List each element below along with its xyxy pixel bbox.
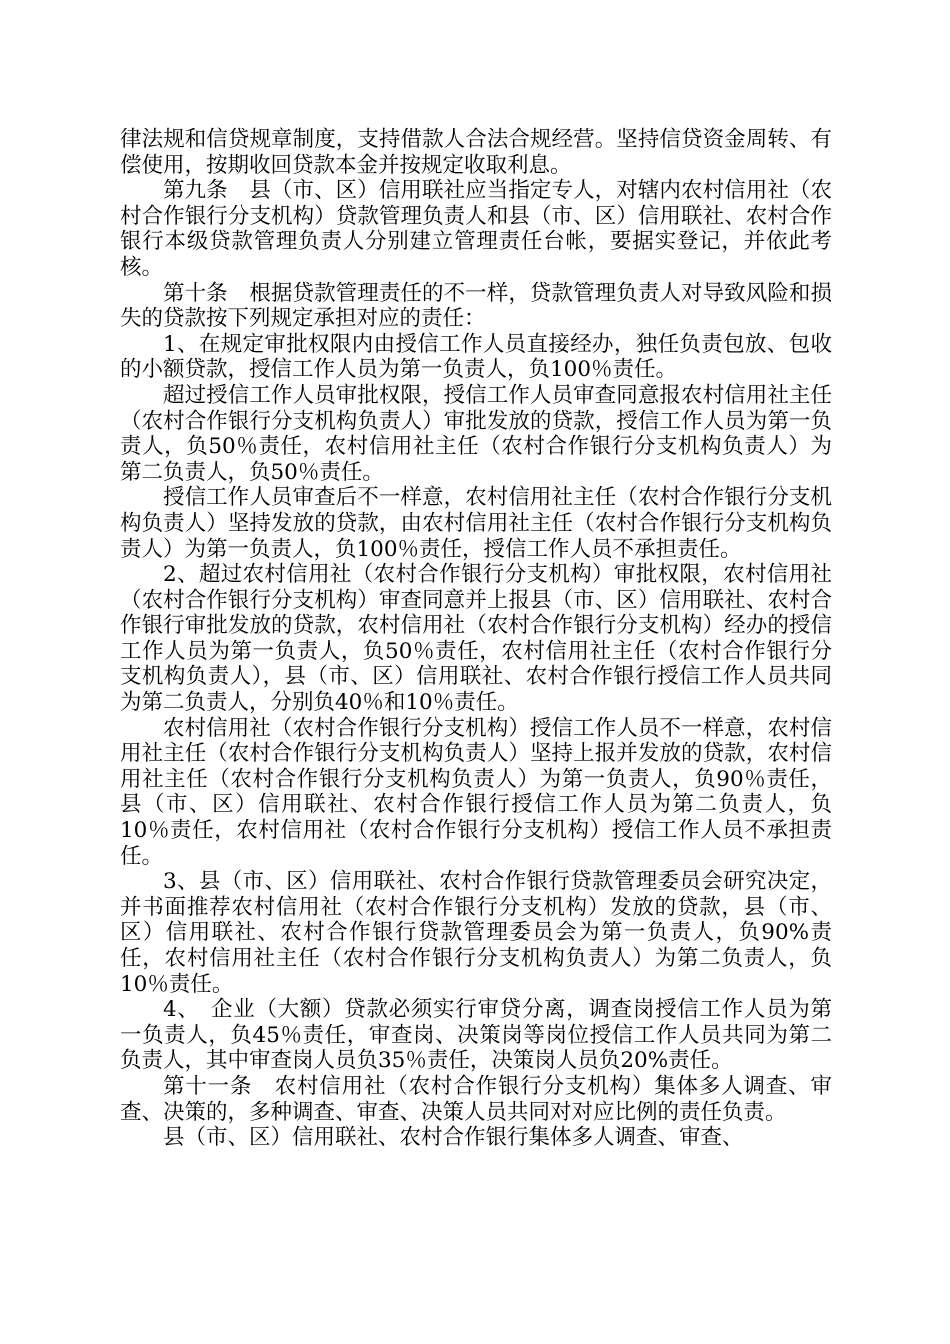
paragraph-item-2-disagree: 农村信用社（农村合作银行分支机构）授信工作人员不一样意，农村信用社主任（农村合作银行分支机构负责人）坚持上报并发放的贷款，农村信用社主任（农村合作银行分支机构负责人）为第一负责人，负90％责任，县（市、区）信用联社、农村合作银行授信工作人员为第二负责人，负10％责任，农村信用社（农村合作银行分支机构）授信工作人员不承担责任。: [120, 715, 832, 869]
paragraph-article-11: 第十一条 农村信用社（农村合作银行分支机构）集体多人调查、审查、决策的，多种调查、审查、决策人员共同对对应比例的责任负责。: [120, 1073, 832, 1125]
paragraph-item-2: 2、超过农村信用社（农村合作银行分支机构）审批权限，农村信用社（农村合作银行分支机构）审查同意并上报县（市、区）信用联社、农村合作银行审批发放的贷款，农村信用社（农村合作银行分支机构）经办的授信工作人员为第一负责人，负50％责任，农村信用社主任（农村合作银行分支机构负责人），县（市、区）信用联社、农村合作银行授信工作人员共同为第二负责人，分别负40％和10％责任。: [120, 562, 832, 716]
paragraph-item-1: 1、在规定审批权限内由授信工作人员直接经办，独任负责包放、包收的小额贷款，授信工作人员为第一负责人，负100％责任。: [120, 331, 832, 383]
paragraph-item-1-exceed: 超过授信工作人员审批权限，授信工作人员审查同意报农村信用社主任（农村合作银行分支机构负责人）审批发放的贷款，授信工作人员为第一负责人，负50％责任，农村信用社主任（农村合作银行分支机构负责人）为第二负责人，负50％责任。: [120, 382, 832, 485]
paragraph-item-4: 4、 企业（大额）贷款必须实行审贷分离，调查岗授信工作人员为第一负责人，负45％责任，审查岗、决策岗等岗位授信工作人员共同为第二负责人，其中审查岗人员负35％责任，决策岗人员负20%责任。: [120, 997, 832, 1074]
paragraph-article-10: 第十条 根据贷款管理责任的不一样，贷款管理负责人对导致风险和损失的贷款按下列规定承担对应的责任：: [120, 280, 832, 332]
paragraph-item-1-disagree: 授信工作人员审查后不一样意，农村信用社主任（农村合作银行分支机构负责人）坚持发放的贷款，由农村信用社主任（农村合作银行分支机构负责人）为第一负责人，负100％责任，授信工作人员不承担责任。: [120, 485, 832, 562]
paragraph-item-3: 3、县（市、区）信用联社、农村合作银行贷款管理委员会研究决定，并书面推荐农村信用社（农村合作银行分支机构）发放的贷款，县（市、区）信用联社、农村合作银行贷款管理委员会为第一负责人，负90%责任，农村信用社主任（农村合作银行分支机构负责人）为第二负责人，负10％责任。: [120, 869, 832, 997]
document-page: [120, 127, 832, 1151]
paragraph-county-collective: 县（市、区）信用联社、农村合作银行集体多人调查、审查、: [163, 1125, 744, 1151]
paragraph-article-9: 第九条 县（市、区）信用联社应当指定专人，对辖内农村信用社（农村合作银行分支机构）贷款管理负责人和县（市、区）信用联社、农村合作银行本级贷款管理负责人分别建立管理责任台帐，要据实登记，并依此考核。: [120, 178, 832, 280]
paragraph-1: 律法规和信贷规章制度，支持借款人合法合规经营。坚持信贷资金周转、有偿使用，按期收回贷款本金并按规定收取利息。: [120, 127, 832, 178]
